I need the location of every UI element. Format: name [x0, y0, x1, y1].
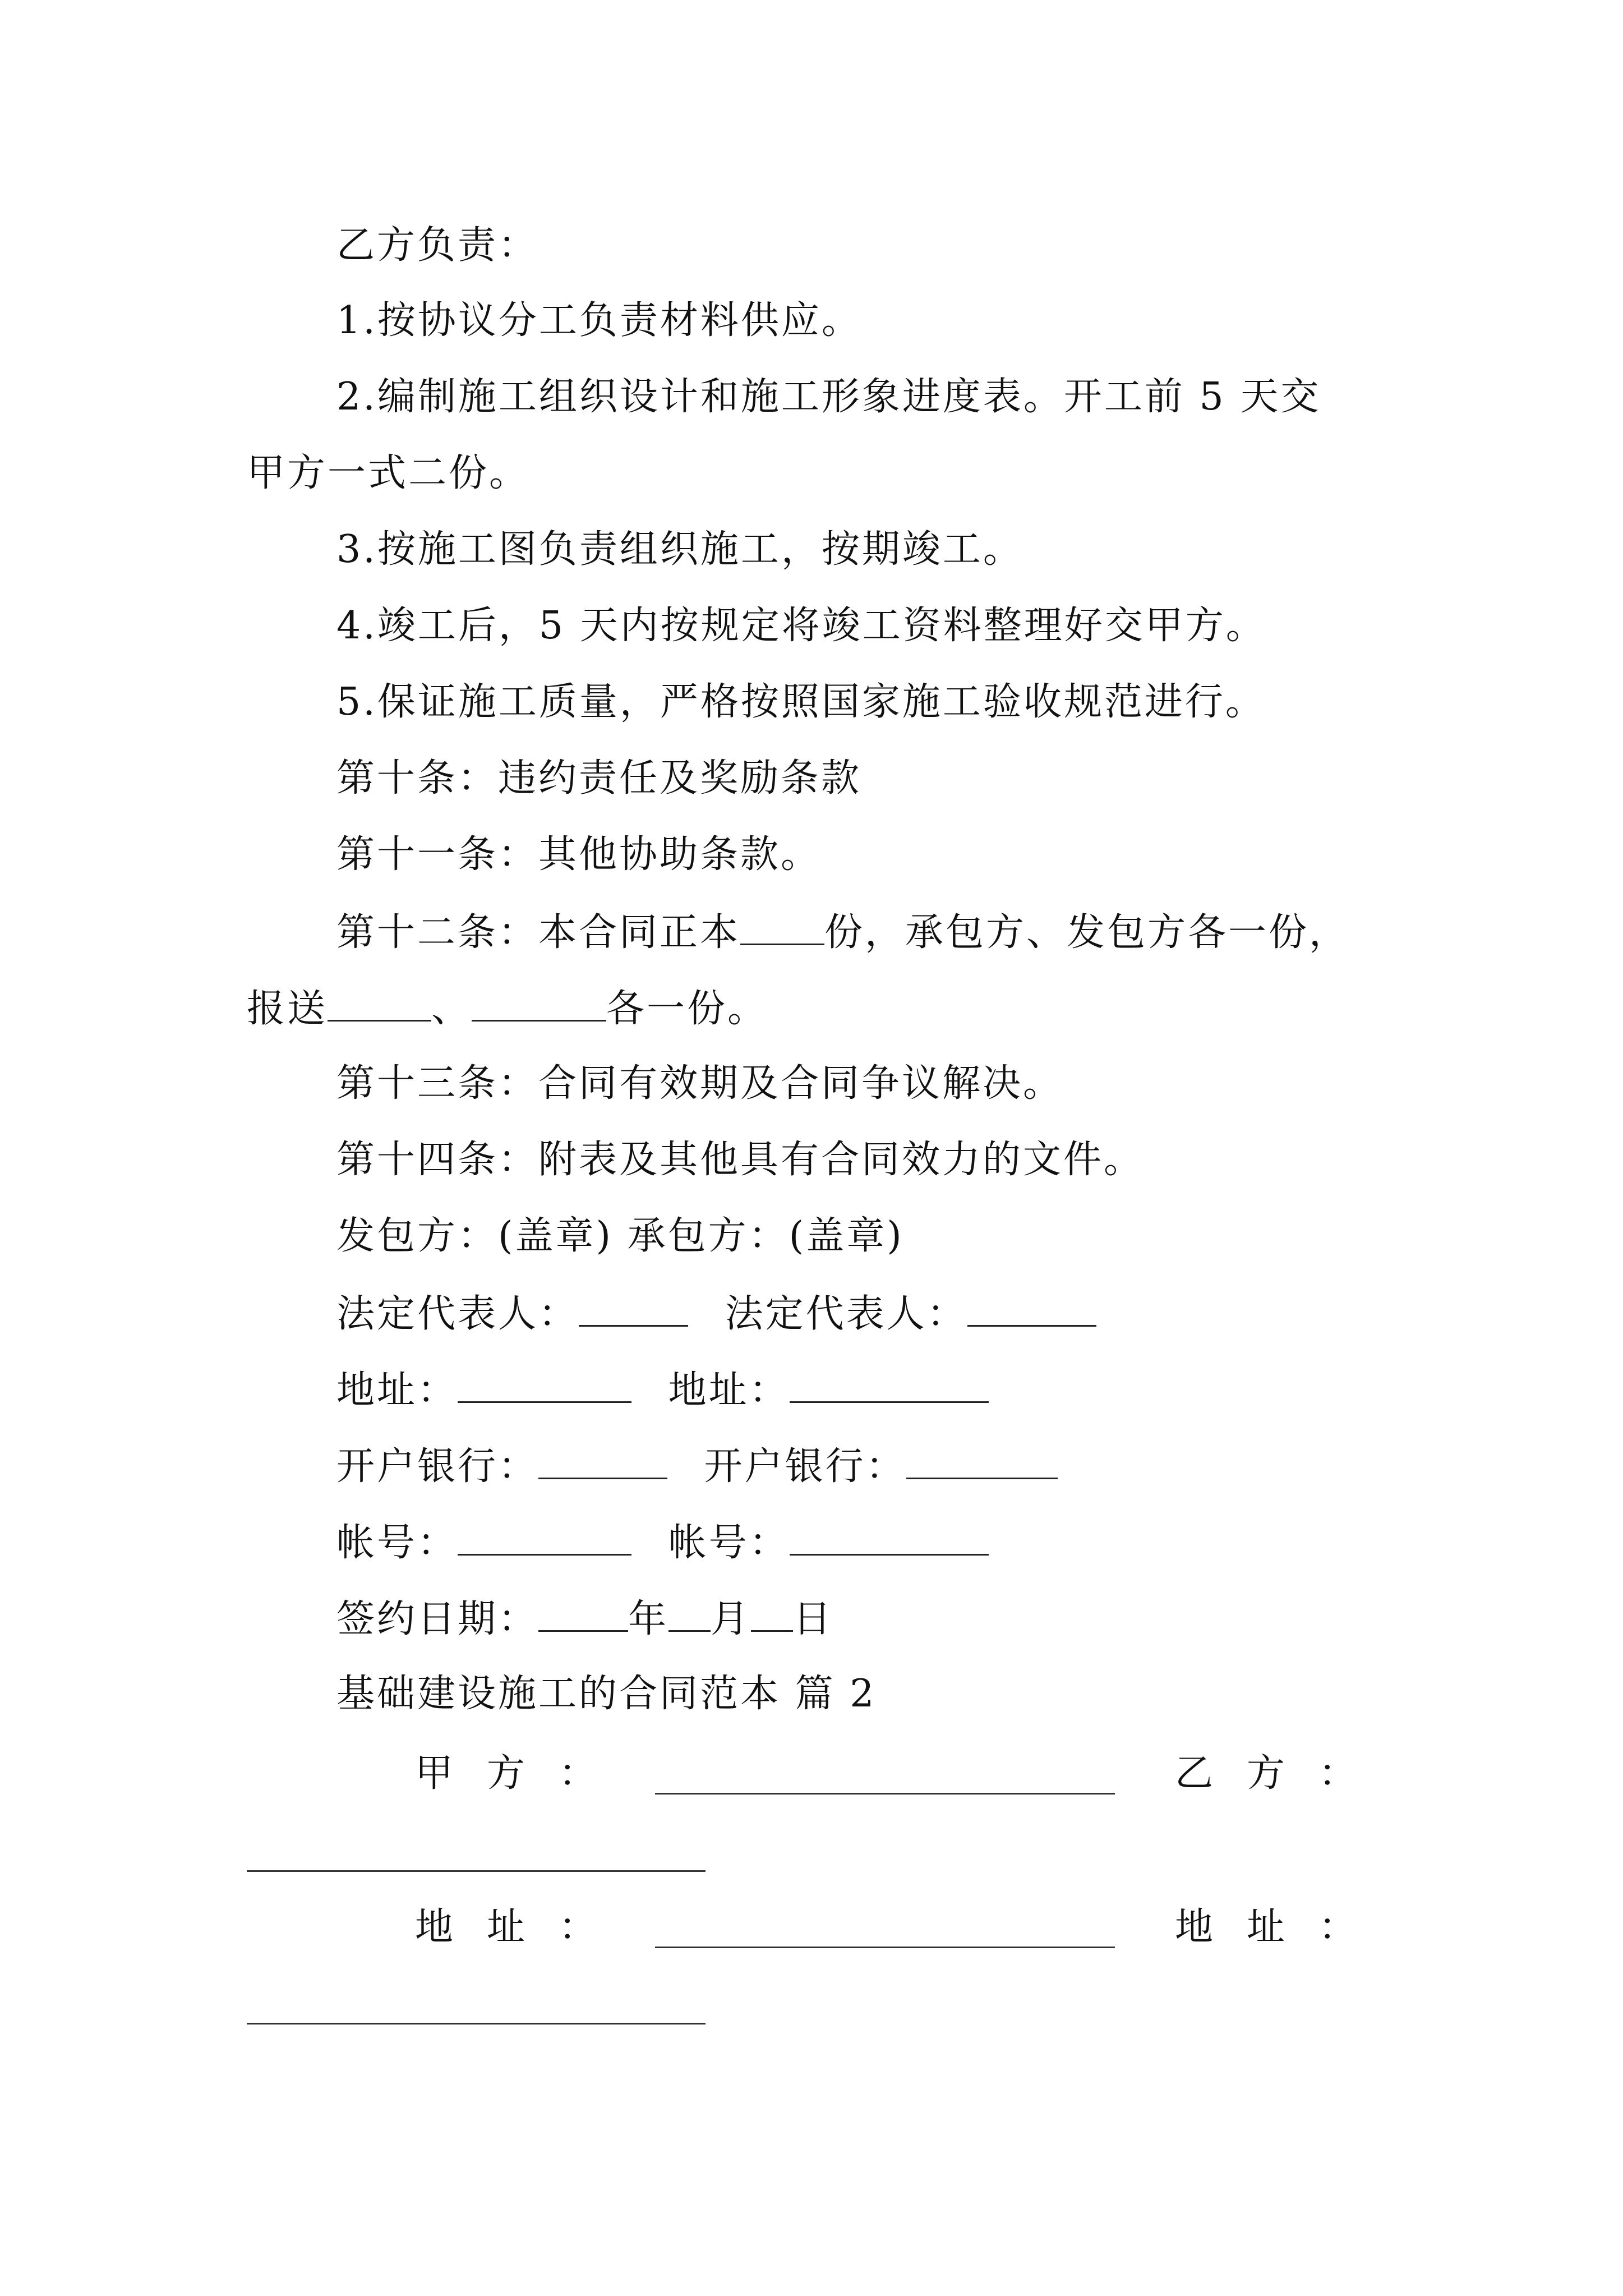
article-12-text-2: 份，承包方、发包方各一份， [824, 910, 1350, 955]
month-label: 月 [711, 1597, 751, 1641]
article-12-cont [247, 985, 768, 1032]
item-2: 2.编制施工组织设计和施工形象进度表。开工前 5 天交 [336, 375, 1321, 419]
item-3: 3.按施工图负责组织施工，按期竣工。 [336, 527, 1023, 572]
send-to-blank-2[interactable] [472, 985, 606, 1022]
account-b-blank[interactable] [790, 1519, 989, 1556]
item-4: 4.竣工后，5 天内按规定将竣工资料整理好交甲方。 [336, 604, 1266, 648]
article-14: 第十四条：附表及其他具有合同效力的文件。 [336, 1138, 1145, 1182]
year-label: 年 [628, 1597, 669, 1641]
legal-rep-line [336, 1290, 1096, 1337]
article-12-send-label: 报送 [247, 987, 328, 1031]
item-5: 5.保证施工质量，严格按照国家施工验收规范进行。 [336, 680, 1266, 724]
section2-address-b-blank[interactable] [247, 2023, 706, 2024]
article-12 [336, 909, 1349, 955]
article-13: 第十三条：合同有效期及合同争议解决。 [336, 1061, 1064, 1106]
item-1: 1.按协议分工负责材料供应。 [336, 298, 862, 343]
send-to-blank-1[interactable] [328, 985, 431, 1022]
section2-address-a-label: 地址： [415, 1905, 631, 1949]
article-12-text-1: 第十二条：本合同正本 [336, 910, 741, 955]
party-a-blank[interactable] [655, 1793, 1115, 1795]
year-blank[interactable] [538, 1595, 628, 1632]
account-b-label: 帐号： [668, 1521, 790, 1565]
section-2-title: 基础建设施工的合同范本 篇 2 [336, 1672, 877, 1716]
party-b-blank[interactable] [247, 1870, 706, 1872]
day-label: 日 [793, 1597, 834, 1641]
article-12-end: 各一份。 [606, 987, 768, 1031]
legal-rep-a-label: 法定代表人： [336, 1292, 579, 1336]
bank-b-label: 开户银行： [704, 1444, 906, 1489]
address-a-label: 地址： [336, 1368, 458, 1412]
account-a-blank[interactable] [458, 1519, 631, 1556]
bank-a-label: 开户银行： [336, 1444, 539, 1489]
sign-date-line [336, 1595, 833, 1642]
section2-address-a-blank[interactable] [655, 1947, 1115, 1948]
party-a-label: 甲方： [415, 1751, 631, 1796]
legal-rep-b-blank[interactable] [967, 1290, 1096, 1327]
bank-a-blank[interactable] [538, 1443, 667, 1479]
address-b-label: 地址： [668, 1368, 790, 1412]
item-2-cont: 甲方一式二份。 [247, 451, 530, 495]
month-blank[interactable] [668, 1595, 711, 1632]
address-line [336, 1366, 989, 1413]
sign-date-label: 签约日期： [336, 1597, 539, 1641]
bank-line [336, 1443, 1058, 1489]
seal-line: 发包方：(盖章) 承包方：(盖章) [336, 1214, 904, 1258]
address-b-blank[interactable] [790, 1366, 989, 1403]
article-11: 第十一条：其他协助条款。 [336, 832, 822, 877]
legal-rep-a-blank[interactable] [579, 1290, 688, 1327]
address-a-blank[interactable] [458, 1366, 631, 1403]
section2-address-b-label: 地址： [1175, 1905, 1391, 1949]
account-line [336, 1519, 989, 1566]
day-blank[interactable] [751, 1595, 793, 1632]
article-10: 第十条：违约责任及奖励条款 [336, 756, 862, 800]
bank-b-blank[interactable] [906, 1443, 1058, 1479]
article-12-sep: 、 [431, 987, 472, 1031]
copies-blank[interactable] [740, 909, 824, 945]
party-b-label: 乙方： [1175, 1751, 1391, 1796]
party-b-heading: 乙方负责： [336, 223, 539, 268]
account-a-label: 帐号： [336, 1521, 458, 1565]
legal-rep-b-label: 法定代表人： [725, 1292, 967, 1336]
